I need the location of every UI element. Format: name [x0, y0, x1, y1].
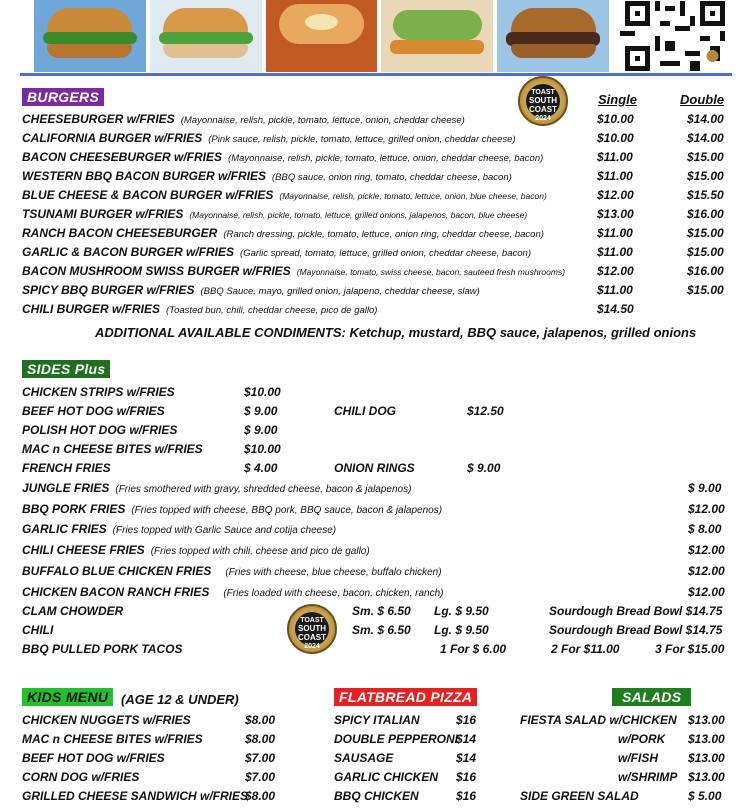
burger-photo [497, 0, 609, 72]
side-item-price: $12.50 [467, 404, 504, 418]
kids-subtitle: (AGE 12 & UNDER) [121, 692, 239, 707]
kids-item-price: $8.00 [245, 789, 276, 803]
chili-large: Lg. $ 9.50 [434, 623, 489, 637]
menu-item[interactable]: CALIFORNIA BURGER w/FRIES (Pink sauce, relish, pickle, tomato, lettuce, grilled onion, cheddar cheese) $10.00 $14.00 [22, 131, 724, 145]
menu-item[interactable]: BLUE CHEESE & BACON BURGER w/FRIES (Mayonnaise, relish, pickle, tomato, lettuce, onion, blue cheese, bacon) $12.00 $15.50 [22, 188, 724, 202]
side-item-name[interactable]: CHILI DOG [334, 404, 396, 418]
flatbread-item-price: $16 [456, 789, 477, 803]
salad-item-name[interactable]: FIESTA SALAD w/CHICKEN [520, 713, 677, 727]
double-column-header: Double [680, 92, 725, 107]
award-badge: TOAST SOUTH COAST 2024 [287, 604, 337, 654]
kids-item-price: $7.00 [245, 751, 276, 765]
salad-item-name[interactable]: SIDE GREEN SALAD [520, 789, 639, 803]
kids-item-name[interactable]: MAC n CHEESE BITES w/FRIES [22, 732, 203, 746]
loaded-fries-item[interactable]: CHICKEN BACON RANCH FRIES (Fries loaded with cheese, bacon, chicken, ranch) $12.00 [22, 585, 725, 599]
side-item-name[interactable]: FRENCH FRIES [22, 461, 111, 475]
chili-name[interactable]: CHILI [22, 623, 54, 637]
side-item-name[interactable]: MAC n CHEESE BITES w/FRIES [22, 442, 203, 456]
tacos-name[interactable]: BBQ PULLED PORK TACOS [22, 642, 183, 656]
award-badge: TOAST SOUTH COAST 2024 [518, 76, 568, 126]
menu-item[interactable]: CHILI BURGER w/FRIES (Toasted bun, chili, cheddar cheese, pico de gallo) $14.50 [22, 302, 634, 316]
salad-item-name[interactable]: w/PORK [618, 732, 666, 746]
side-item-name[interactable]: BEEF HOT DOG w/FRIES [22, 404, 165, 418]
kids-item-name[interactable]: CHICKEN NUGGETS w/FRIES [22, 713, 191, 727]
burger-photo [266, 0, 378, 72]
flatbread-item-name[interactable]: SAUSAGE [334, 751, 394, 765]
flatbread-item-name[interactable]: BBQ CHICKEN [334, 789, 419, 803]
chili-bowl: Sourdough Bread Bowl $14.75 [549, 623, 723, 637]
menu-item[interactable]: CHEESEBURGER w/FRIES (Mayonnaise, relish, pickle, tomato, lettuce, onion, cheddar cheese) $10.00 $14.00 [22, 112, 724, 126]
kids-item-price: $8.00 [245, 713, 276, 727]
salad-item-price: $13.00 [688, 751, 725, 765]
header-divider [20, 73, 732, 76]
side-item-name[interactable]: CHICKEN STRIPS w/FRIES [22, 385, 175, 399]
side-item-name[interactable]: POLISH HOT DOG w/FRIES [22, 423, 178, 437]
salad-item-price: $13.00 [688, 713, 725, 727]
burger-photo [150, 0, 262, 72]
chowder-large: Lg. $ 9.50 [434, 604, 489, 618]
menu-item[interactable]: RANCH BACON CHEESEBURGER (Ranch dressing, pickle, tomato, lettuce, onion ring, cheddar cheese, bacon) $11.00 $15.00 [22, 226, 724, 240]
side-item-price: $ 9.00 [244, 423, 278, 437]
menu-item[interactable]: BACON MUSHROOM SWISS BURGER w/FRIES (Mayonnaise, tomato, swiss cheese, bacon, sauteed fresh mushrooms) $12.00 $16.00 [22, 264, 724, 278]
flatbread-item-price: $16 [456, 713, 477, 727]
flatbread-item-name[interactable]: DOUBLE PEPPERONI [334, 732, 459, 746]
salad-item-price: $13.00 [688, 732, 725, 746]
side-item-price: $ 9.00 [467, 461, 501, 475]
chili-small: Sm. $ 6.50 [352, 623, 411, 637]
qr-code-icon[interactable] [620, 0, 730, 72]
chowder-small: Sm. $ 6.50 [352, 604, 411, 618]
chowder-name[interactable]: CLAM CHOWDER [22, 604, 124, 618]
kids-item-price: $8.00 [245, 732, 276, 746]
kids-title: KIDS MENU [22, 688, 113, 706]
side-item-price: $10.00 [244, 385, 281, 399]
side-item-price: $10.00 [244, 442, 281, 456]
loaded-fries-item[interactable]: BBQ PORK FRIES (Fries topped with cheese, BBQ pork, BBQ sauce, bacon & jalapenos) $12.00 [22, 502, 725, 516]
sides-title: SIDES Plus [22, 360, 110, 378]
kids-item-price: $7.00 [245, 770, 276, 784]
salad-item-name[interactable]: w/SHRIMP [618, 770, 678, 784]
tacos-two: 2 For $11.00 [551, 642, 620, 656]
condiments-note: ADDITIONAL AVAILABLE CONDIMENTS: Ketchup, mustard, BBQ sauce, jalapenos, grilled onions [95, 325, 697, 340]
side-item-name[interactable]: ONION RINGS [334, 461, 415, 475]
kids-item-name[interactable]: BEEF HOT DOG w/FRIES [22, 751, 165, 765]
flatbread-item-name[interactable]: SPICY ITALIAN [334, 713, 420, 727]
menu-item[interactable]: TSUNAMI BURGER w/FRIES (Mayonnaise, relish, pickle, tomato, lettuce, grilled onions, jalapenos, bacon, blue cheese) $13.00 $16.00 [22, 207, 724, 221]
menu-item[interactable]: SPICY BBQ BURGER w/FRIES (BBQ Sauce, mayo, grilled onion, jalapeno, cheddar cheese, slaw) $11.00 $15.00 [22, 283, 724, 297]
loaded-fries-item[interactable]: JUNGLE FRIES (Fries smothered with gravy, shredded cheese, bacon & jalapenos) $ 9.00 [22, 481, 722, 495]
burgers-title: BURGERS [22, 88, 104, 106]
menu-item[interactable]: WESTERN BBQ BACON BURGER w/FRIES (BBQ sauce, onion ring, tomato, cheddar cheese, bacon) $11.00 $15.00 [22, 169, 724, 183]
flatbread-item-price: $14 [456, 751, 477, 765]
tacos-three: 3 For $15.00 [655, 642, 725, 656]
menu-item[interactable]: BACON CHEESEBURGER w/FRIES (Mayonnaise, relish, pickle, tomato, lettuce, onion, cheddar cheese, bacon) $11.00 $15.00 [22, 150, 724, 164]
burger-photo [34, 0, 146, 72]
salad-item-name[interactable]: w/FISH [618, 751, 659, 765]
flatbread-title: FLATBREAD PIZZA [334, 688, 477, 706]
tacos-one: 1 For $ 6.00 [440, 642, 507, 656]
photo-strip [34, 0, 609, 72]
side-item-price: $ 4.00 [244, 461, 278, 475]
kids-item-name[interactable]: GRILLED CHEESE SANDWICH w/FRIES [22, 789, 249, 803]
side-item-price: $ 9.00 [244, 404, 278, 418]
salad-item-price: $ 5.00 [688, 789, 722, 803]
salads-title: SALADS [612, 688, 691, 706]
flatbread-item-price: $14 [456, 732, 477, 746]
tacos-photo [381, 0, 493, 72]
salad-item-price: $13.00 [688, 770, 725, 784]
single-column-header: Single [598, 92, 638, 107]
kids-item-name[interactable]: CORN DOG w/FRIES [22, 770, 140, 784]
flatbread-item-name[interactable]: GARLIC CHICKEN [334, 770, 438, 784]
loaded-fries-item[interactable]: CHILI CHEESE FRIES (Fries topped with chili, cheese and pico de gallo) $12.00 [22, 543, 725, 557]
loaded-fries-item[interactable]: GARLIC FRIES (Fries topped with Garlic Sauce and cotija cheese) $ 8.00 [22, 522, 722, 536]
chowder-bowl: Sourdough Bread Bowl $14.75 [549, 604, 723, 618]
flatbread-item-price: $16 [456, 770, 477, 784]
menu-item[interactable]: GARLIC & BACON BURGER w/FRIES (Garlic spread, tomato, lettuce, grilled onion, cheddar cheese, bacon) $11.00 $15.00 [22, 245, 724, 259]
loaded-fries-item[interactable]: BUFFALO BLUE CHICKEN FRIES (Fries with cheese, blue cheese, buffalo chicken) $12.00 [22, 564, 725, 578]
